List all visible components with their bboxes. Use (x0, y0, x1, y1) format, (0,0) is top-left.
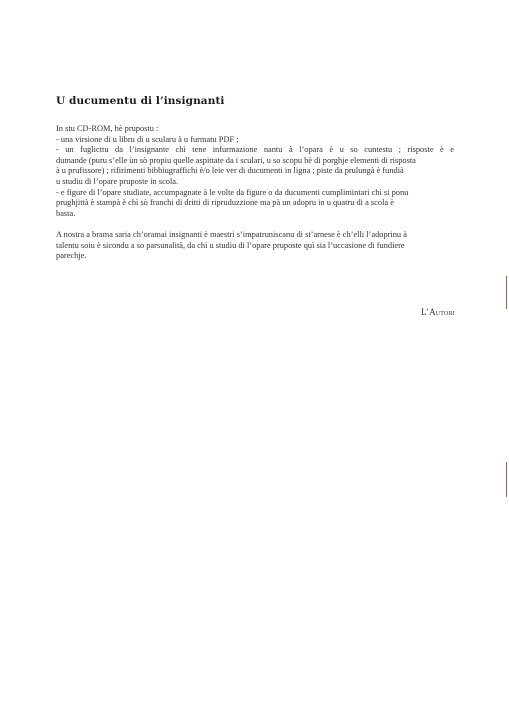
intro-line: In stu CD-ROM, hè prupostu : (56, 124, 159, 133)
document-body (56, 124, 454, 262)
list-item: u studiu di l’opare pruposte in scola. (56, 176, 179, 186)
crop-mark-top (506, 276, 507, 309)
closing-line: A nostra a brama saria ch’oramai insignanti è maestri s’impatruniscanu di st’arnese è ch’elli l’adoprinu à (56, 229, 407, 239)
list-item: - una virsione di u libru di u scularu à u furmatu PDF ; (56, 134, 239, 144)
closing-line: talentu soiu è sicondu a so parsunalità, da chì u studiu di l’opare pruposte quì sia l’uccasione di fundiere (56, 240, 405, 250)
list-item: - e figure di l’opare studiate, accumpagnate à le volte da figure o da ducumenti cumplimintari chì si ponu (56, 187, 409, 197)
paragraph-gap (56, 219, 454, 230)
crop-mark-bottom (506, 462, 507, 497)
document-heading: U ducumentu di l’insignanti (56, 95, 225, 107)
list-item: prughjittà è stampà è chì sò franchi di dritti di ripruduzzione ma pà un adopru in u quatru di a scola è (56, 198, 394, 208)
list-item: basta. (56, 208, 76, 218)
list-item: - un fuglicttu da l’insignante chì tene infurmazione nantu à l’opara è u so cuntestu ; risposte è e (56, 145, 454, 155)
list-item: dumande (puru s’elle ùn sò propiu quelle aspittate da i sculari, u so scopu hè di porghje elementi di risposta (56, 155, 416, 165)
closing-line: parechje. (56, 251, 87, 261)
list-item: à u prufissore) ; rifirimenti bibbiugraffichi è/o leie ver di ducumenti in ligna ; piste da prulungà è fundià (56, 166, 404, 176)
signature: L’Autori (421, 307, 455, 317)
